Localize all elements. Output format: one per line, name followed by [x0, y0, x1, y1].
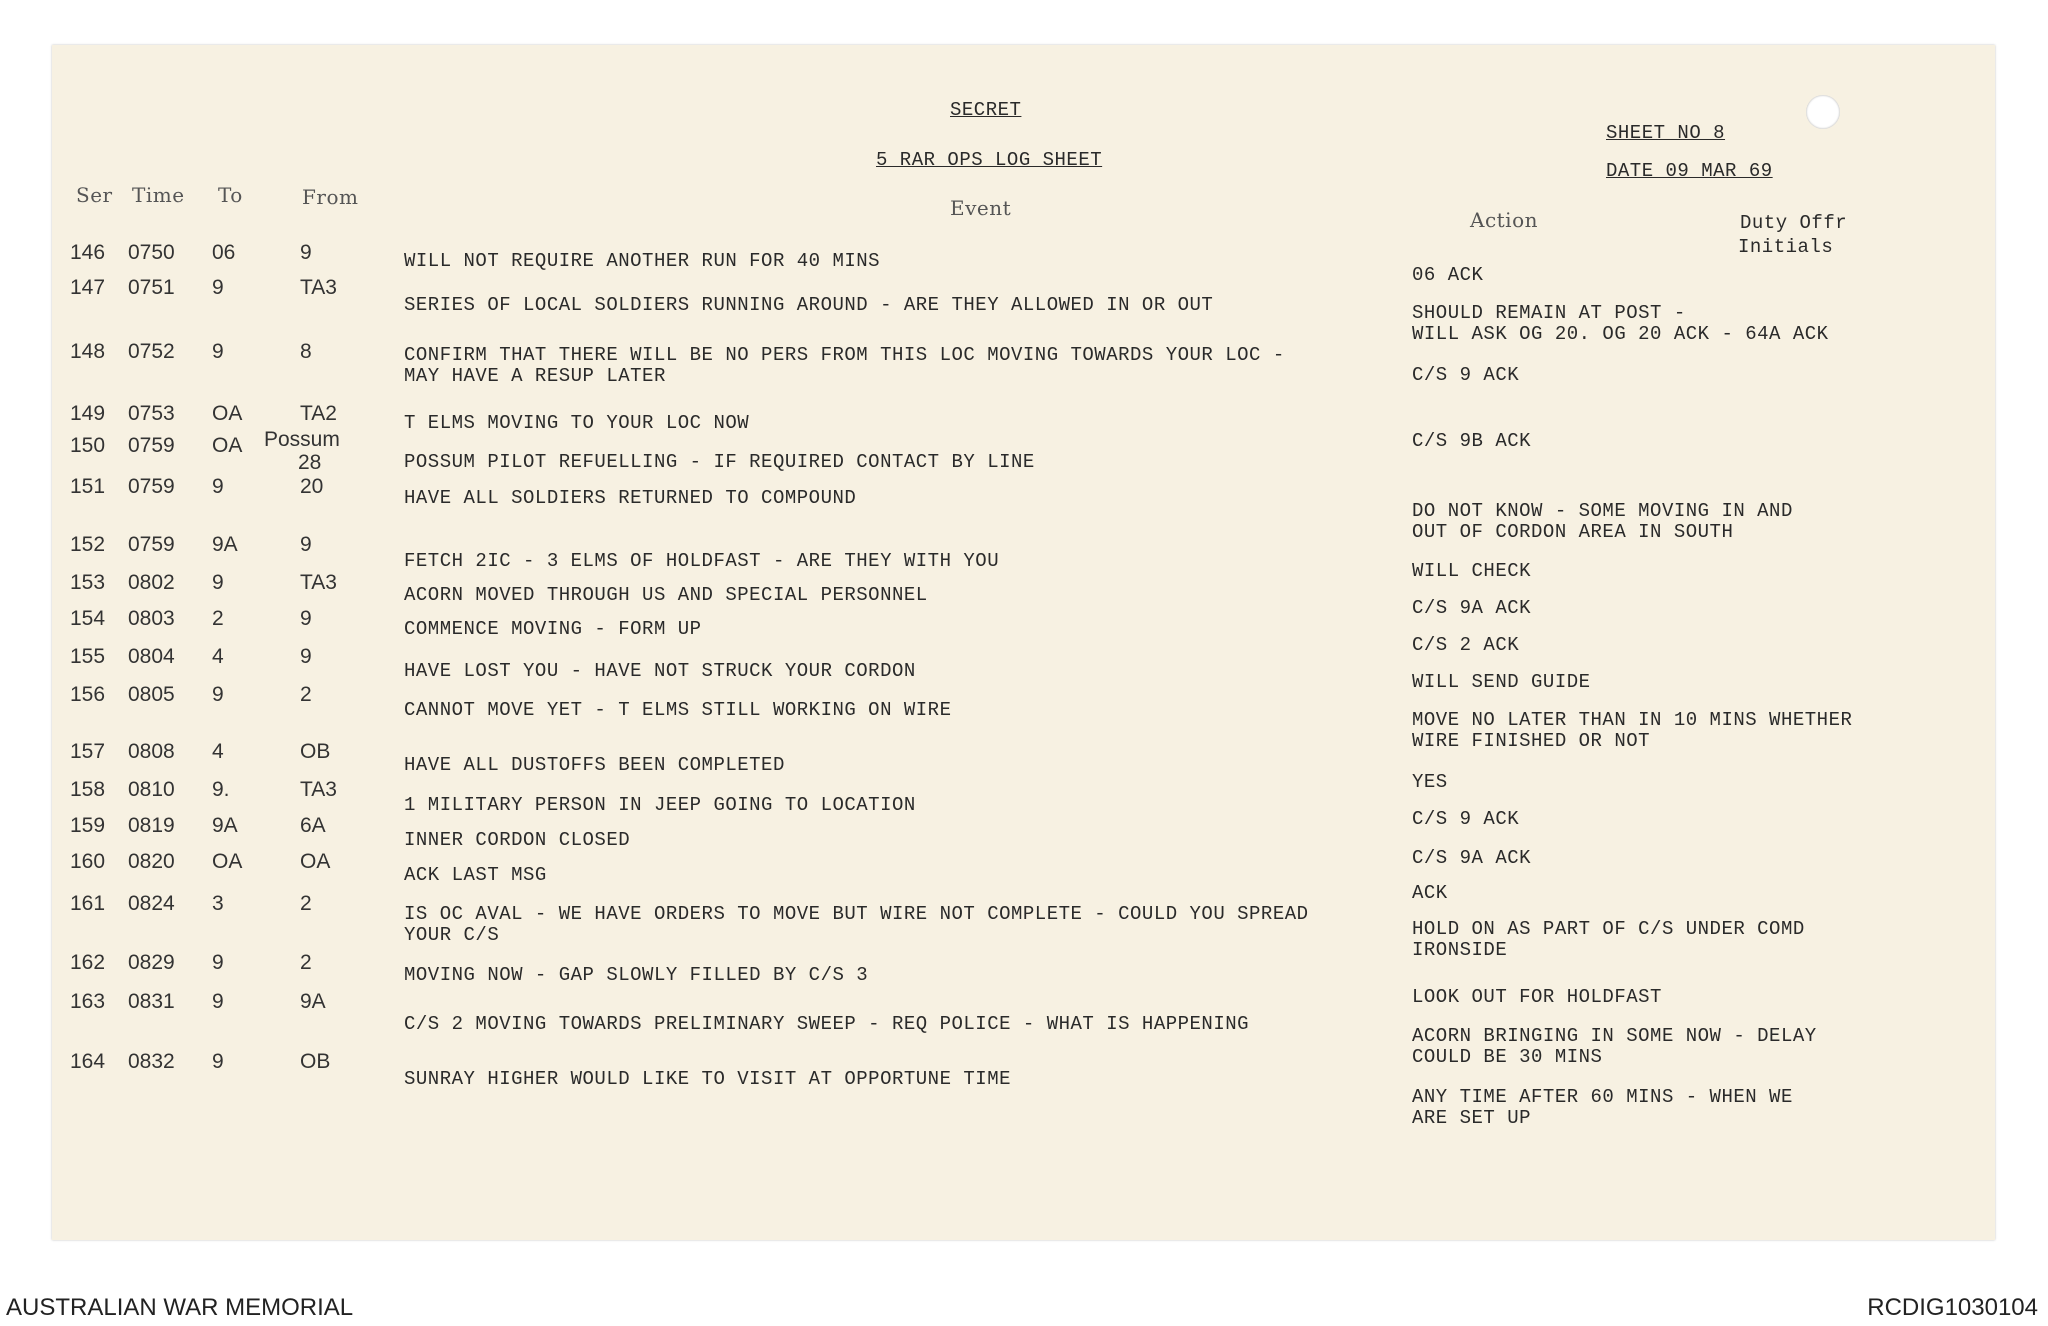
time-value: 0804	[128, 645, 175, 668]
punch-hole	[1806, 95, 1840, 129]
serial-number: 161	[70, 892, 106, 915]
serial-number: 146	[70, 241, 106, 264]
action-text: YES	[1412, 771, 1448, 793]
event-text: MAY HAVE A RESUP LATER	[404, 365, 666, 387]
to-callsign: 9A	[212, 533, 238, 556]
footer-record-id: RCDIG1030104	[1867, 1294, 2038, 1321]
event-text: HAVE ALL SOLDIERS RETURNED TO COMPOUND	[404, 487, 857, 509]
to-callsign: OA	[212, 402, 243, 425]
action-text: C/S 9 ACK	[1412, 364, 1520, 386]
action-text: C/S 9A ACK	[1412, 597, 1532, 619]
to-callsign: 4	[212, 645, 224, 668]
serial-number: 147	[70, 276, 106, 299]
time-value: 0820	[128, 850, 175, 873]
action-text: SHOULD REMAIN AT POST -	[1412, 302, 1686, 324]
sheet-title: 5 RAR OPS LOG SHEET	[876, 149, 1103, 171]
from-callsign: 9	[300, 241, 312, 264]
action-text: C/S 9B ACK	[1412, 430, 1532, 452]
from-callsign: 6A	[300, 814, 326, 837]
sheet-number: SHEET NO 8	[1606, 122, 1726, 144]
col-header-initials: Initials	[1738, 236, 1834, 258]
action-text: 06 ACK	[1412, 264, 1484, 286]
col-header-duty-offr: Duty Offr	[1740, 212, 1848, 234]
from-callsign: TA3	[300, 276, 337, 299]
event-text: POSSUM PILOT REFUELLING - IF REQUIRED CONTACT BY LINE	[404, 451, 1035, 473]
serial-number: 149	[70, 402, 106, 425]
from-callsign: OB	[300, 740, 331, 763]
serial-number: 156	[70, 683, 106, 706]
action-text: C/S 9 ACK	[1412, 808, 1520, 830]
event-text: CANNOT MOVE YET - T ELMS STILL WORKING ON WIRE	[404, 699, 952, 721]
event-text: SERIES OF LOCAL SOLDIERS RUNNING AROUND - ARE THEY ALLOWED IN OR OUT	[404, 294, 1214, 316]
col-header-action: Action	[1470, 208, 1538, 232]
from-callsign: 9A	[300, 990, 326, 1013]
action-text: DO NOT KNOW - SOME MOVING IN AND	[1412, 500, 1793, 522]
action-text: HOLD ON AS PART OF C/S UNDER COMD	[1412, 918, 1805, 940]
action-text: ANY TIME AFTER 60 MINS - WHEN WE	[1412, 1086, 1793, 1108]
col-header-to: To	[218, 183, 243, 207]
to-callsign: 2	[212, 607, 224, 630]
event-text: CONFIRM THAT THERE WILL BE NO PERS FROM THIS LOC MOVING TOWARDS YOUR LOC -	[404, 344, 1285, 366]
from-callsign: 2	[300, 951, 312, 974]
to-callsign: OA	[212, 850, 243, 873]
col-header-ser: Ser	[76, 183, 113, 207]
time-value: 0802	[128, 571, 175, 594]
from-callsign: 8	[300, 340, 312, 363]
from-callsign: 9	[300, 533, 312, 556]
time-value: 0759	[128, 434, 175, 457]
serial-number: 162	[70, 951, 106, 974]
to-callsign: 9	[212, 276, 224, 299]
action-text: C/S 2 ACK	[1412, 634, 1520, 656]
event-text: INNER CORDON CLOSED	[404, 829, 631, 851]
to-callsign: 9	[212, 683, 224, 706]
event-text: WILL NOT REQUIRE ANOTHER RUN FOR 40 MINS	[404, 250, 881, 272]
time-value: 0803	[128, 607, 175, 630]
sheet-date: DATE 09 MAR 69	[1606, 160, 1773, 182]
event-text: SUNRAY HIGHER WOULD LIKE TO VISIT AT OPPORTUNE TIME	[404, 1068, 1011, 1090]
serial-number: 160	[70, 850, 106, 873]
action-text: WILL ASK OG 20. OG 20 ACK - 64A ACK	[1412, 323, 1829, 345]
event-text: MOVING NOW - GAP SLOWLY FILLED BY C/S 3	[404, 964, 869, 986]
event-text: HAVE LOST YOU - HAVE NOT STRUCK YOUR CORDON	[404, 660, 916, 682]
time-value: 0759	[128, 533, 175, 556]
from-callsign: 28	[298, 451, 322, 474]
action-text: WIRE FINISHED OR NOT	[1412, 730, 1651, 752]
to-callsign: 9.	[212, 778, 230, 801]
from-callsign: OA	[300, 850, 331, 873]
serial-number: 154	[70, 607, 106, 630]
to-callsign: 9	[212, 1050, 224, 1073]
col-header-event: Event	[950, 196, 1012, 220]
time-value: 0750	[128, 241, 175, 264]
time-value: 0832	[128, 1050, 175, 1073]
from-callsign: Possum	[264, 428, 340, 451]
to-callsign: 9	[212, 475, 224, 498]
serial-number: 150	[70, 434, 106, 457]
to-callsign: 9	[212, 990, 224, 1013]
serial-number: 152	[70, 533, 106, 556]
time-value: 0805	[128, 683, 175, 706]
from-callsign: 2	[300, 683, 312, 706]
to-callsign: 9	[212, 951, 224, 974]
from-callsign: 20	[300, 475, 324, 498]
col-header-from: From	[302, 185, 359, 209]
time-value: 0824	[128, 892, 175, 915]
event-text: 1 MILITARY PERSON IN JEEP GOING TO LOCATION	[404, 794, 916, 816]
action-text: MOVE NO LATER THAN IN 10 MINS WHETHER	[1412, 709, 1853, 731]
to-callsign: 9	[212, 340, 224, 363]
to-callsign: 4	[212, 740, 224, 763]
event-text: IS OC AVAL - WE HAVE ORDERS TO MOVE BUT WIRE NOT COMPLETE - COULD YOU SPREAD	[404, 903, 1309, 925]
event-text: COMMENCE MOVING - FORM UP	[404, 618, 702, 640]
action-text: LOOK OUT FOR HOLDFAST	[1412, 986, 1662, 1008]
action-text: OUT OF CORDON AREA IN SOUTH	[1412, 521, 1734, 543]
action-text: ACK	[1412, 882, 1448, 904]
serial-number: 157	[70, 740, 106, 763]
serial-number: 151	[70, 475, 106, 498]
log-sheet-paper	[52, 45, 1995, 1240]
time-value: 0808	[128, 740, 175, 763]
from-callsign: 9	[300, 607, 312, 630]
time-value: 0831	[128, 990, 175, 1013]
serial-number: 158	[70, 778, 106, 801]
action-text: ARE SET UP	[1412, 1107, 1532, 1129]
time-value: 0751	[128, 276, 175, 299]
time-value: 0810	[128, 778, 175, 801]
time-value: 0752	[128, 340, 175, 363]
action-text: ACORN BRINGING IN SOME NOW - DELAY	[1412, 1025, 1817, 1047]
from-callsign: 9	[300, 645, 312, 668]
serial-number: 164	[70, 1050, 106, 1073]
from-callsign: OB	[300, 1050, 331, 1073]
serial-number: 155	[70, 645, 106, 668]
to-callsign: 06	[212, 241, 236, 264]
classification-label: SECRET	[950, 99, 1022, 121]
event-text: ACORN MOVED THROUGH US AND SPECIAL PERSONNEL	[404, 584, 928, 606]
action-text: COULD BE 30 MINS	[1412, 1046, 1603, 1068]
time-value: 0759	[128, 475, 175, 498]
to-callsign: 3	[212, 892, 224, 915]
to-callsign: 9	[212, 571, 224, 594]
action-text: WILL SEND GUIDE	[1412, 671, 1591, 693]
event-text: T ELMS MOVING TO YOUR LOC NOW	[404, 412, 750, 434]
from-callsign: TA2	[300, 402, 337, 425]
from-callsign: 2	[300, 892, 312, 915]
event-text: HAVE ALL DUSTOFFS BEEN COMPLETED	[404, 754, 785, 776]
from-callsign: TA3	[300, 571, 337, 594]
col-header-time: Time	[132, 183, 185, 207]
serial-number: 163	[70, 990, 106, 1013]
serial-number: 148	[70, 340, 106, 363]
to-callsign: OA	[212, 434, 243, 457]
time-value: 0819	[128, 814, 175, 837]
action-text: IRONSIDE	[1412, 939, 1508, 961]
event-text: C/S 2 MOVING TOWARDS PRELIMINARY SWEEP - REQ POLICE - WHAT IS HAPPENING	[404, 1013, 1250, 1035]
event-text: YOUR C/S	[404, 924, 500, 946]
event-text: FETCH 2IC - 3 ELMS OF HOLDFAST - ARE THEY WITH YOU	[404, 550, 1000, 572]
serial-number: 159	[70, 814, 106, 837]
to-callsign: 9A	[212, 814, 238, 837]
action-text: C/S 9A ACK	[1412, 847, 1532, 869]
event-text: ACK LAST MSG	[404, 864, 547, 886]
time-value: 0829	[128, 951, 175, 974]
action-text: WILL CHECK	[1412, 560, 1532, 582]
from-callsign: TA3	[300, 778, 337, 801]
serial-number: 153	[70, 571, 106, 594]
time-value: 0753	[128, 402, 175, 425]
footer-institution: AUSTRALIAN WAR MEMORIAL	[6, 1294, 354, 1321]
